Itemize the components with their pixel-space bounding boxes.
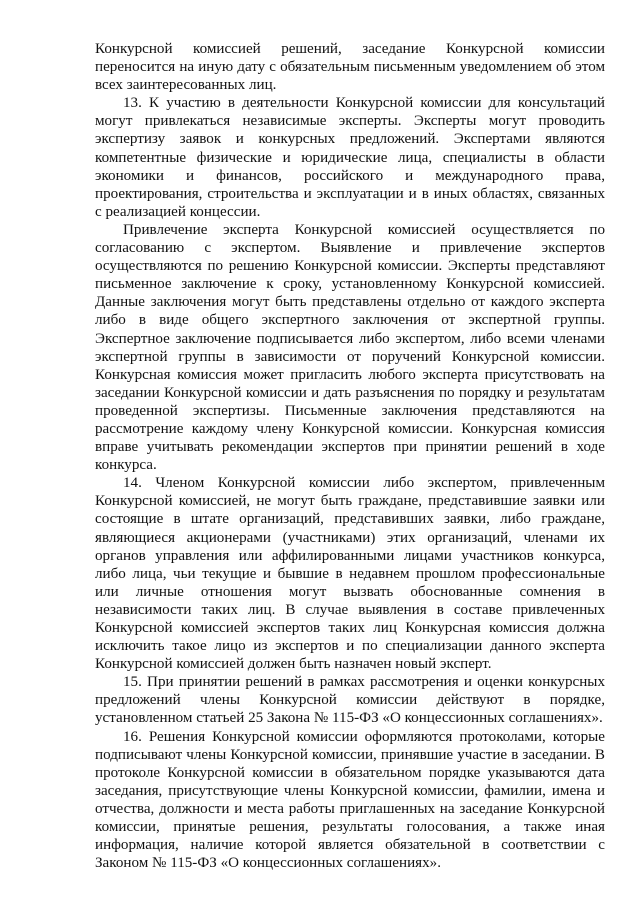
paragraph-experts: Привлечение эксперта Конкурсной комиссией осуществляется по согласованию с экспертом. Выявление и привлечение экспертов осуществляются по решению Конкурсной комиссии. Эксперты представляют письменное заключение к сроку, установленному Конкурсной комиссией. Данные заключения могут быть представлены отдельно от каждого эксперта либо в виде общего экспертного заключения от экспертной группы. Экспертное заключение подписывается либо экспертом, либо всеми членами экспертной группы в зависимости от поручений Конкурсной комиссии. Конкурсная комиссия может пригласить любого эксперта присутствовать на заседании Конкурсной комиссии и дать разъяснения по порядку и результатам проведенной экспертизы. Письменные заключения представляются на рассмотрение каждому члену Конкурсной комиссии. Конкурсная комиссия вправе учитывать рекомендации экспертов при принятии решений в ходе конкурса. bbox=[95, 221, 605, 474]
paragraph-13: 13. К участию в деятельности Конкурсной комиссии для консультаций могут привлекаться независимые эксперты. Эксперты могут проводить экспертизу заявок и конкурсных предложений. Экспертами являются компетентные физические и юридические лица, специалисты в области экономики и финансов, российского и международного права, проектирования, строительства и эксплуатации и в иных областях, связанных с реализацией концессии. bbox=[95, 95, 605, 220]
paragraph-15: 15. При принятии решений в рамках рассмотрения и оценки конкурсных предложений члены Конкурсной комиссии действуют в порядке, установленном статьей 25 Закона № 115-ФЗ «О концессионных соглашениях». bbox=[95, 674, 605, 727]
paragraph-16: 16. Решения Конкурсной комиссии оформляются протоколами, которые подписывают члены Конкурсной комиссии, принявшие участие в заседании. В протоколе Конкурсной комиссии в обязательном порядке указываются дата заседания, присутствующие члены Конкурсной комиссии, фамилии, имена и отчества, должности и места работы приглашенных на заседание Конкурсной комиссии, принятые решения, результаты голосования, а также иная информация, наличие которой является обязательной в соответствии с Законом № 115-ФЗ «О концессионных соглашениях». bbox=[95, 728, 605, 872]
paragraph-14: 14. Членом Конкурсной комиссии либо экспертом, привлеченным Конкурсной комиссией, не могут быть граждане, представившие заявки или состоящие в штате организаций, представивших заявки, либо граждане, являющиеся акционерами (участниками) этих организаций, членами их органов управления или аффилированными лицами участников конкурса, либо лица, чьи текущие и бывшие в недавнем прошлом профессиональные или личные отношения могут вызвать обоснованные сомнения в независимости таких лиц. В случае выявления в составе привлеченных Конкурсной комиссией экспертов таких лиц Конкурсная комиссия должна исключить такое лицо из экспертов и по специализации данного эксперта Конкурсной комиссией должен быть назначен новый эксперт. bbox=[95, 475, 605, 673]
paragraph-continuation: Конкурсной комиссией решений, заседание Конкурсной комиссии переносится на иную дату с обязательным письменным уведомлением об этом всех заинтересованных лиц. bbox=[95, 41, 605, 94]
document-page bbox=[95, 40, 605, 872]
